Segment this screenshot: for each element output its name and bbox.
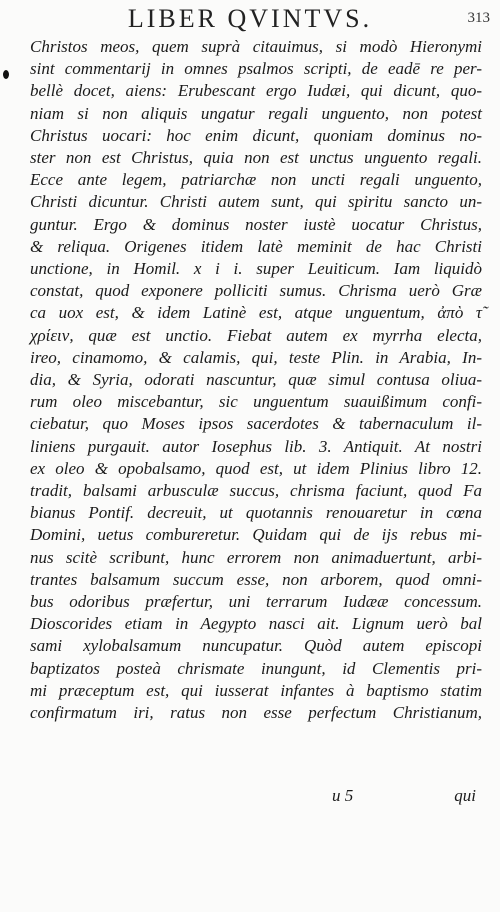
text-line: bus odoribus præfertur, uni terrarum Iudææ concessum.	[30, 592, 482, 612]
text-line: bianus Pontif. decreuit, ut quotannis renouaretur in cœna	[30, 503, 482, 523]
margin-mark	[3, 70, 9, 79]
text-line: constat, quod exponere polliciti sumus. Chrisma uerò Græ	[30, 281, 482, 301]
text-line: nus scitè scribunt, hunc errorem non animaduertunt, arbi-	[30, 547, 482, 567]
catchword: qui	[454, 786, 476, 805]
body-text	[30, 36, 482, 724]
text-line: tradit, balsami arbusculæ succus, chrisma faciunt, quod Fa	[30, 481, 482, 501]
text-line: ca uox est, & idem Latinè est, atque unguentum, ἀπὸ τ̃	[30, 303, 482, 323]
text-line: & reliqua. Origenes itidem latè meminit de hac Christi	[30, 236, 482, 256]
text-line: sami xylobalsamum nuncupatur. Quòd autem episcopi	[30, 636, 482, 656]
page-number: 313	[467, 10, 490, 26]
text-line: rum oleo miscebantur, sic unguentum suauißimum confi-	[30, 392, 482, 412]
text-line: Christi dicuntur. Christi autem sunt, qui spiritu sancto un-	[30, 192, 482, 212]
text-line: Domini, uetus combureretur. Quidam qui de ijs rebus mi-	[30, 525, 482, 545]
text-line: ciebatur, quo Moses ipsos sacerdotes & tabernaculum il-	[30, 414, 482, 434]
text-line: confirmatum iri, ratus non esse perfectum Christianum,	[30, 703, 482, 723]
running-title: LIBER QVINTVS.	[127, 4, 373, 33]
text-line: liniens purgauit. autor Iosephus lib. 3. Antiquit. At nostri	[30, 436, 482, 456]
text-line: niam si non aliquis ungatur regali unguento, non potest	[30, 103, 482, 123]
text-line: dia, & Syria, odorati nascuntur, quæ simul contusa oliua-	[30, 370, 482, 390]
footer-line	[30, 786, 482, 808]
text-line: Christos meos, quem suprà citauimus, si modò Hieronymi	[30, 37, 482, 56]
text-line: bellè docet, aiens: Erubescant ergo Iudæi, qui dicunt, quo-	[30, 81, 482, 101]
text-line: unctione, in Homil. x i i. super Leuiticum. Iam liquidò	[30, 259, 482, 279]
signature-mark: u 5	[332, 786, 354, 805]
text-line: guntur. Ergo & dominus noster iustè uocatur Christus,	[30, 214, 482, 234]
text-line: ster non est Christus, quia non est unctus unguento regali.	[30, 148, 482, 168]
text-line: Dioscorides etiam in Aegypto nasci ait. Lignum uerò bal	[30, 614, 482, 634]
text-line: trantes balsamum succum esse, non arborem, quod omni-	[30, 569, 482, 589]
text-line: χρίειν, quæ est unctio. Fiebat autem ex myrrha electa,	[30, 325, 482, 345]
text-line: Ecce ante legem, patriarchæ non uncti regali unguento,	[30, 170, 482, 190]
text-line: Christus uocari: hoc enim dicunt, quoniam dominus no-	[30, 125, 482, 145]
text-line: ex oleo & opobalsamo, quod est, ut idem Plinius libro 12.	[30, 458, 482, 478]
text-line: sint commentarij in omnes psalmos scripti, de eadē re per-	[30, 59, 482, 79]
text-line: mi præceptum est, qui iusserat infantes à baptismo statim	[30, 680, 482, 700]
text-line: ireo, cinamomo, & calamis, qui, teste Plin. in Arabia, In-	[30, 347, 482, 367]
text-line: baptizatos posteà chrismate inungunt, id Clementis pri-	[30, 658, 482, 678]
